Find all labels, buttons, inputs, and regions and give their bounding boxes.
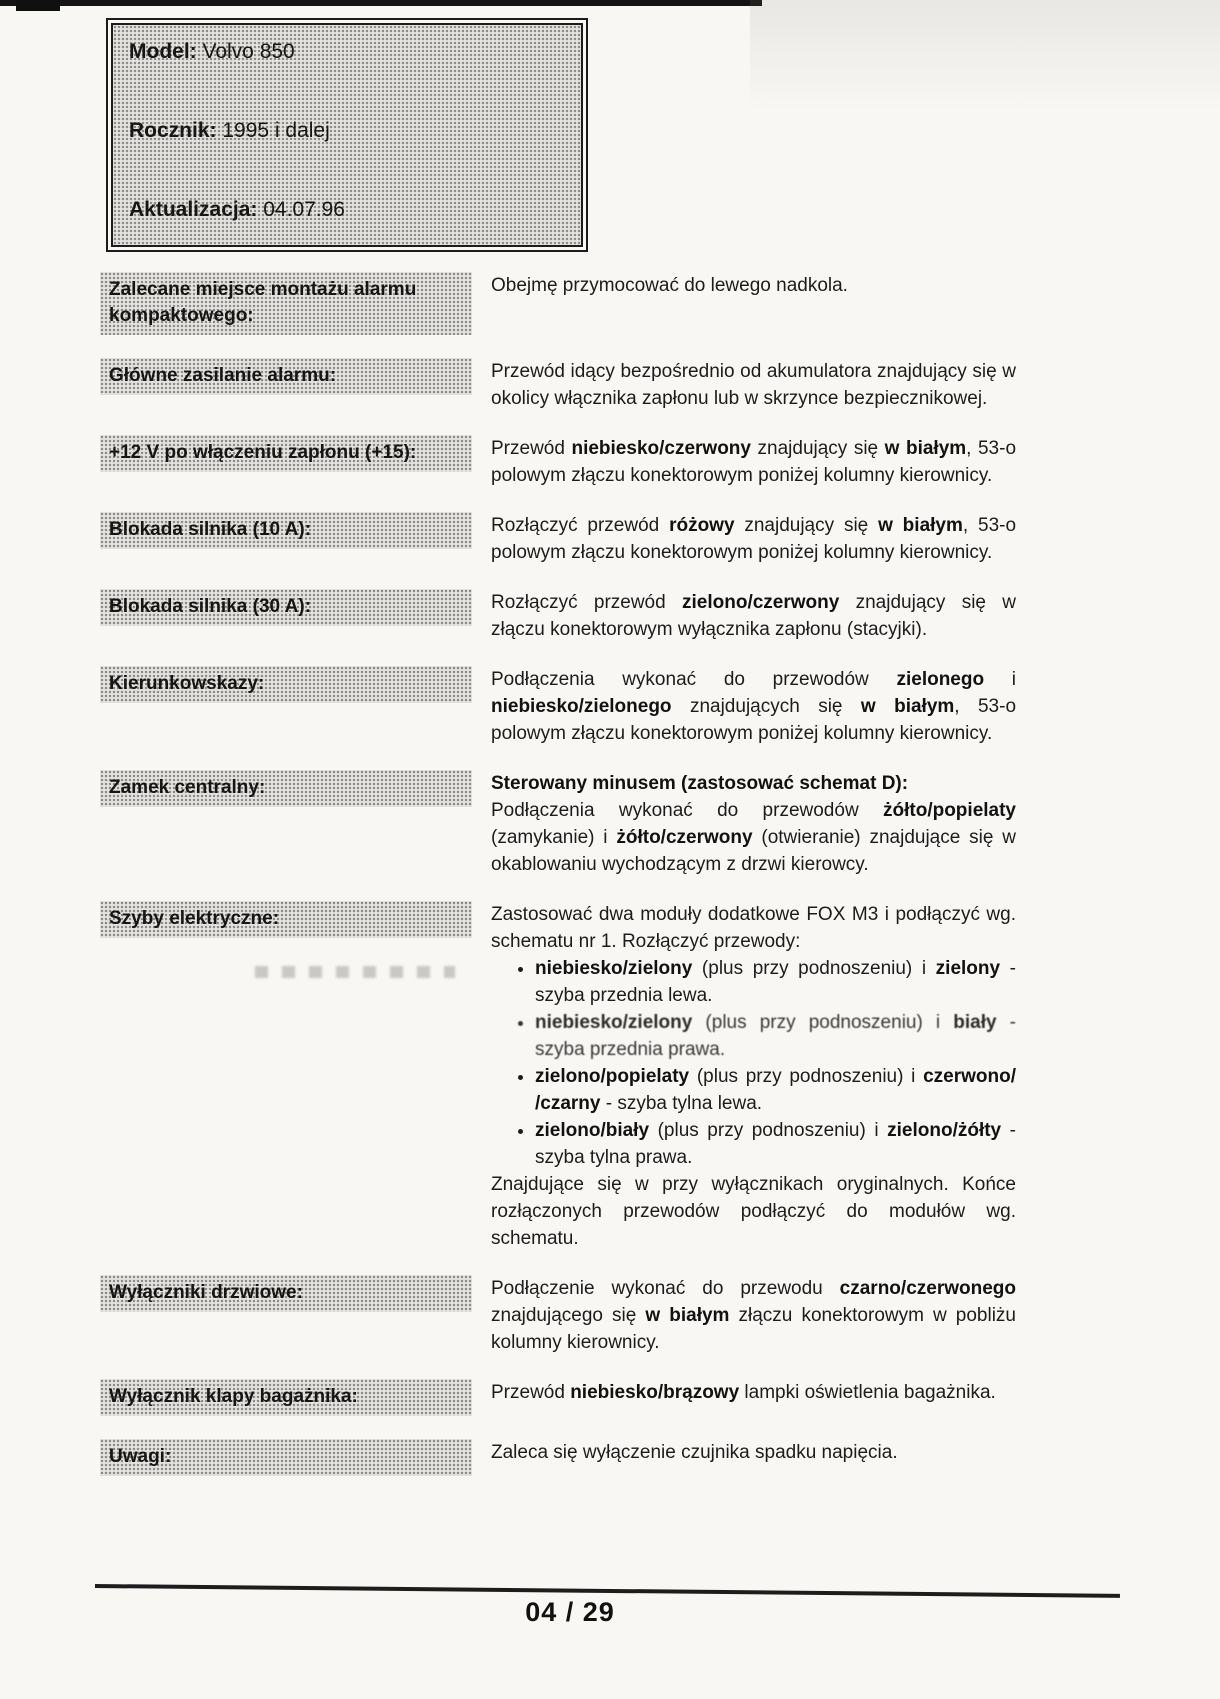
- bullet-list: [491, 955, 1016, 1171]
- section-label: Blokada silnika (10 A):: [100, 512, 472, 549]
- section-paragraph: Podłączenia wykonać do przewodów żółto/popielaty (zamykanie) i żółto/czerwony (otwieranie) znajdujące się w okablowaniu wychodzącym z drzwi kierowcy.: [491, 800, 1016, 875]
- section-row: [100, 1439, 1016, 1476]
- section-label: Zamek centralny:: [100, 770, 472, 807]
- section-content: [491, 1379, 1016, 1406]
- section-label: Szyby elektryczne:: [100, 901, 472, 938]
- section-label: Kierunkowskazy:: [100, 666, 472, 703]
- section-paragraph: Rozłączyć przewód zielono/czerwony znajdujący się w złączu konektorowym wyłącznika zapłonu (stacyjki).: [491, 592, 1017, 640]
- bullet-item: • niebiesko/zielony (plus przy podnoszeniu) i zielony - szyba przednia lewa.: [535, 955, 1016, 1009]
- section-content: [491, 666, 1016, 747]
- section-paragraph: Przewód niebiesko/brązowy lampki oświetlenia bagażnika.: [491, 1382, 996, 1403]
- section-row: [100, 1379, 1016, 1416]
- section-row: [100, 435, 1016, 489]
- section-content: [491, 901, 1016, 1252]
- section-label: +12 V po włączeniu zapłonu (+15):: [100, 435, 472, 472]
- bullet-item: • zielono/popielaty (plus przy podnoszeniu) i czerwono/ /czarny - szyba tylna lewa.: [535, 1063, 1016, 1117]
- page-number: 04 / 29: [525, 1597, 615, 1627]
- section-row: [100, 770, 1016, 878]
- section-paragraph: Przewód idący bezpośrednio od akumulatora znajdujący się w okolicy włącznika zapłonu lub w skrzynce bezpiecznikowej.: [491, 361, 1016, 409]
- section-paragraph: Podłączenia wykonać do przewodów zielonego i niebiesko/zielonego znajdujących się w białym, 53-o polowym złączu konektorowym poniżej kolumny kierownicy.: [491, 669, 1017, 744]
- scan-smudge: [255, 966, 455, 978]
- header-box: [106, 18, 588, 252]
- section-content: [491, 512, 1016, 566]
- scan-shade-top-right: [750, 0, 1220, 110]
- model-line: Model: Volvo 850: [129, 40, 295, 63]
- section-content: [491, 1275, 1016, 1356]
- section-content: [491, 435, 1016, 489]
- section-paragraph: Zaleca się wyłączenie czujnika spadku napięcia.: [491, 1442, 898, 1463]
- sections-table: [100, 272, 1016, 1499]
- section-content: [491, 1439, 1016, 1466]
- section-paragraph: Rozłączyć przewód różowy znajdujący się w białym, 53-o polowym złączu konektorowym poniżej kolumny kierownicy.: [491, 515, 1017, 563]
- rocznik-line: Rocznik: 1995 i dalej: [129, 119, 330, 142]
- section-label: Wyłączniki drzwiowe:: [100, 1275, 472, 1312]
- section-row: [100, 512, 1016, 566]
- footer-rule: [95, 1584, 1120, 1598]
- section-label: Zalecane miejsce montażu alarmu kompaktowego:: [100, 272, 472, 335]
- section-content: [491, 272, 1016, 299]
- section-paragraph: Sterowany minusem (zastosować schemat D):: [491, 773, 909, 794]
- section-paragraph: Zastosować dwa moduły dodatkowe FOX M3 i podłączyć wg. schematu nr 1. Rozłączyć przewody:: [491, 904, 1016, 952]
- aktualizacja-line: Aktualizacja: 04.07.96: [129, 198, 345, 221]
- section-paragraph: Przewód niebiesko/czerwony znajdujący się w białym, 53-o polowym złączu konektorowym poniżej kolumny kierownicy.: [491, 438, 1017, 486]
- section-row: [100, 358, 1016, 412]
- section-label: Uwagi:: [100, 1439, 472, 1476]
- section-content: [491, 358, 1016, 412]
- section-row: [100, 666, 1016, 747]
- section-label: Blokada silnika (30 A):: [100, 589, 472, 626]
- bullet-item: • zielono/biały (plus przy podnoszeniu) i zielono/żółty - szyba tylna prawa.: [535, 1117, 1016, 1171]
- section-label: Główne zasilanie alarmu:: [100, 358, 472, 395]
- scan-artifact-top-strip: [0, 0, 762, 6]
- section-row: [100, 1275, 1016, 1356]
- bullet-item: • niebiesko/zielony (plus przy podnoszeniu) i biały - szyba przednia prawa.: [535, 1009, 1016, 1063]
- section-row: [100, 589, 1016, 643]
- section-row: [100, 272, 1016, 335]
- section-row: [100, 901, 1016, 1252]
- section-content: [491, 589, 1016, 643]
- section-paragraph: Znajdujące się w przy wyłącznikach oryginalnych. Końce rozłączonych przewodów podłączyć do modułów wg. schematu.: [491, 1174, 1016, 1249]
- header-box-inner: [111, 23, 583, 247]
- section-paragraph: Podłączenie wykonać do przewodu czarno/czerwonego znajdującego się w białym złączu konektorowym w pobliżu kolumny kierownicy.: [491, 1278, 1017, 1353]
- section-label: Wyłącznik klapy bagażnika:: [100, 1379, 472, 1416]
- section-content: [491, 770, 1016, 878]
- section-paragraph: Obejmę przymocować do lewego nadkola.: [491, 275, 848, 296]
